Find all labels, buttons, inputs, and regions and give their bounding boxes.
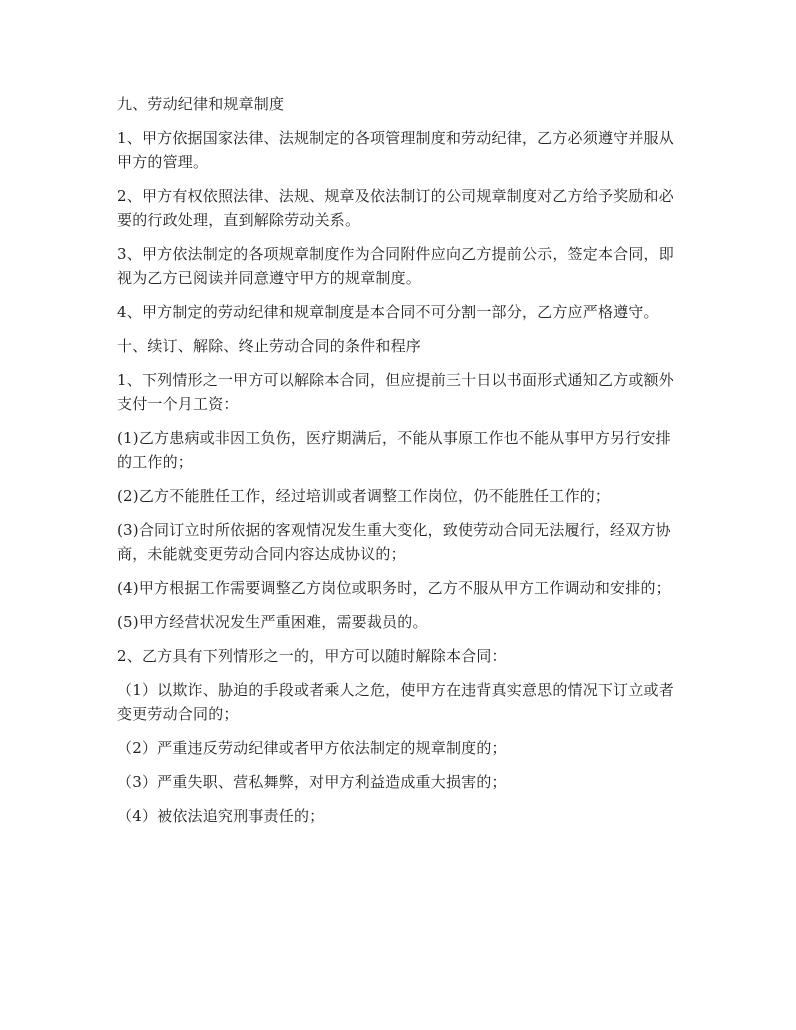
clause-10-1-item-3: (3)合同订立时所依据的客观情况发生重大变化，致使劳动合同无法履行，经双方协商，未能就变更劳动合同内容达成协议的； — [117, 521, 671, 563]
clause-10-1-item-4: (4)甲方根据工作需要调整乙方岗位或职务时，乙方不服从甲方工作调动和安排的； — [117, 579, 671, 597]
section-heading-9: 九、劳动纪律和规章制度 — [117, 95, 285, 113]
clause-10-1-item-1: (1)乙方患病或非因工负伤，医疗期满后，不能从事原工作也不能从事甲方另行安排的工作的； — [117, 429, 671, 471]
section-heading-10: 十、续订、解除、终止劳动合同的条件和程序 — [117, 337, 422, 355]
clause-9-1: 1、甲方依据国家法律、法规制定的各项管理制度和劳动纪律，乙方必须遵守并服从甲方的管理。 — [117, 129, 674, 171]
clause-10-1-item-5: (5)甲方经营状况发生严重困难，需要裁员的。 — [117, 613, 428, 631]
clause-10-2-item-2: （2）严重违反劳动纪律或者甲方依法制定的规章制度的； — [117, 739, 507, 757]
clause-9-3: 3、甲方依法制定的各项规章制度作为合同附件应向乙方提前公示，签定本合同，即视为乙方已阅读并同意遵守甲方的规章制度。 — [117, 245, 674, 287]
clause-10-1: 1、下列情形之一甲方可以解除本合同，但应提前三十日以书面形式通知乙方或额外支付一个月工资： — [117, 371, 674, 413]
clause-10-2-item-3: （3）严重失职、营私舞弊，对甲方利益造成重大损害的； — [117, 773, 507, 791]
clause-10-2-item-4: （4）被依法追究刑事责任的； — [117, 807, 325, 825]
clause-9-4: 4、甲方制定的劳动纪律和规章制度是本合同不可分割一部分，乙方应严格遵守。 — [117, 303, 659, 321]
clause-9-2: 2、甲方有权依照法律、法规、规章及依法制订的公司规章制度对乙方给予奖励和必要的行政处理，直到解除劳动关系。 — [117, 187, 674, 229]
clause-10-2: 2、乙方具有下列情形之一的，甲方可以随时解除本合同： — [117, 647, 507, 665]
document-body — [117, 92, 683, 838]
clause-10-1-item-2: (2)乙方不能胜任工作，经过培训或者调整工作岗位，仍不能胜任工作的； — [117, 487, 611, 505]
clause-10-2-item-1: （1）以欺诈、胁迫的手段或者乘人之危，使甲方在违背真实意思的情况下订立或者变更劳动合同的； — [117, 681, 674, 723]
